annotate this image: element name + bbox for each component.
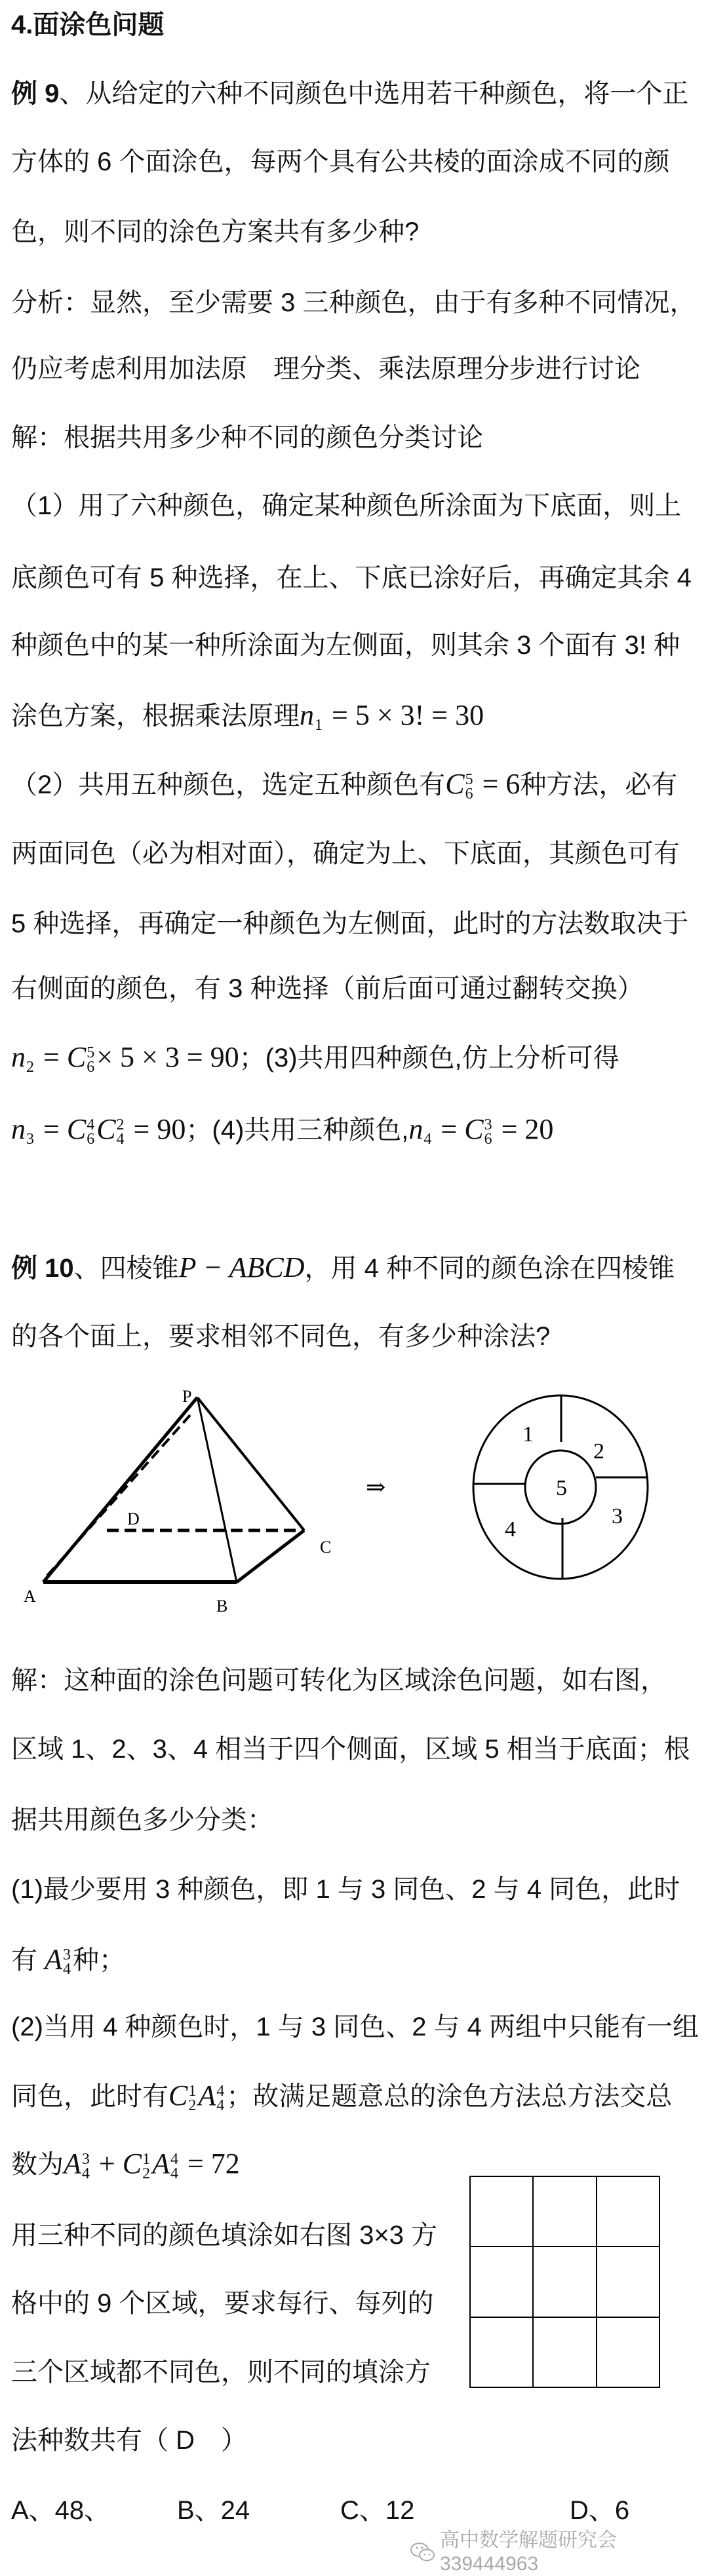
solution-line <box>11 766 677 803</box>
math-symbol <box>11 1041 36 1076</box>
text-segment: 色，则不同的涂色方案共有多少种? <box>11 218 420 246</box>
text-segment: ，用 4 种不同的颜色涂在四棱锥 <box>304 1254 675 1283</box>
text-segment: 据共用颜色多少分类： <box>11 1806 273 1834</box>
math-superscript: 4 <box>216 2082 225 2100</box>
text-segment: ；(4)共用三种颜色, <box>186 1116 409 1145</box>
solution-line <box>11 627 680 664</box>
math-scripts <box>170 2152 178 2181</box>
solution-line <box>11 1802 273 1838</box>
math-superscript <box>26 1118 34 1132</box>
solution-line <box>11 1731 690 1768</box>
region-label-3: 3 <box>612 1504 623 1528</box>
text-segment: 法种数共有（ D ） <box>11 2426 247 2455</box>
math-symbol <box>66 1041 96 1076</box>
math-scripts <box>484 1118 492 1146</box>
edge-pa <box>43 1397 197 1582</box>
math-scripts <box>423 1118 431 1146</box>
math-base: C <box>96 1113 116 1145</box>
text-segment: ；(3)共用四种颜色,仿上分析可得 <box>239 1044 620 1072</box>
math-subscript: 6 <box>87 1058 95 1076</box>
solution-line <box>11 1871 680 1908</box>
text-segment: 涂色方案，根据乘法原理 <box>11 702 300 730</box>
math-symbol <box>123 2148 152 2180</box>
math-base: C <box>66 1041 87 1073</box>
math-text: = <box>36 1041 67 1073</box>
solution-line <box>11 487 681 524</box>
math-symbol <box>64 2148 92 2180</box>
math-superscript: 3 <box>484 1116 492 1133</box>
example-label: 例 10 <box>11 1254 74 1283</box>
math-symbol <box>11 1113 36 1148</box>
math-subscript: 6 <box>484 1130 492 1148</box>
math-base: C <box>122 2148 142 2180</box>
label-c: C <box>320 1538 332 1557</box>
example-9-line <box>11 214 419 250</box>
solution-line <box>11 2077 672 2114</box>
edge-pd-dashed <box>47 1415 190 1576</box>
math-subscript: 4 <box>216 2096 225 2114</box>
math-superscript: 3 <box>63 1946 71 1963</box>
text-segment: 的各个面上，要求相邻不同色，有多少种涂法? <box>11 1322 551 1351</box>
text-segment: 数为 <box>11 2150 64 2179</box>
math-scripts <box>188 2084 196 2113</box>
region-label-4: 4 <box>505 1517 516 1542</box>
analysis-line <box>11 350 640 387</box>
math-scripts <box>87 1118 94 1146</box>
math-scripts <box>63 1948 71 1977</box>
edge-pb <box>197 1397 237 1582</box>
text-segment: 底颜色可有 5 种选择，在上、下底已涂好后，再确定其余 4 <box>11 563 692 592</box>
figure-pyramid-to-regions <box>0 1382 708 1616</box>
example-9-line <box>11 143 669 180</box>
math-symbol <box>66 1113 96 1148</box>
text-segment: （1）用了六种颜色，确定某种颜色所涂面为下底面，则上 <box>11 491 682 520</box>
option-d: D、6 <box>570 2496 630 2525</box>
question-line <box>11 2422 247 2459</box>
math-text: + <box>91 2148 123 2180</box>
text-segment: 、从给定的六种不同颜色中选用若干种颜色，将一个正 <box>59 79 689 108</box>
math-symbol <box>45 1943 73 1978</box>
math-scripts <box>26 1046 34 1074</box>
math-subscript: 4 <box>81 2165 90 2182</box>
text-segment: 分析：显然，至少需要 3 三种颜色，由于有多种不同情况， <box>11 288 696 317</box>
edge-bc <box>237 1530 304 1582</box>
solution-line <box>11 970 643 1007</box>
region-label-2: 2 <box>593 1439 604 1464</box>
math-symbol <box>464 1113 494 1148</box>
math-subscript: 2 <box>188 2096 197 2114</box>
math-subscript: 2 <box>142 2165 151 2182</box>
math-superscript <box>26 1046 34 1060</box>
option-b: B、24 <box>177 2496 250 2525</box>
example-label: 例 9 <box>11 79 60 108</box>
solution-line <box>11 2009 699 2045</box>
math-expression: P − ABCD <box>178 1251 305 1283</box>
solution-line <box>11 835 680 872</box>
math-scripts <box>117 1118 125 1146</box>
math-symbol <box>168 2079 198 2112</box>
math-scripts <box>26 1118 34 1146</box>
label-d: D <box>127 1509 140 1528</box>
text-segment: 用三种不同的颜色填涂如右图 3×3 方 <box>11 2221 438 2250</box>
text-segment: 同色，此时有 <box>11 2082 168 2111</box>
text-segment: 种方法，必有 <box>520 770 678 799</box>
solution-line <box>11 2146 240 2182</box>
label-b: B <box>216 1597 228 1616</box>
math-subscript: 2 <box>26 1058 34 1076</box>
math-text: = <box>36 1113 67 1145</box>
math-text: = 5 × 3! = 30 <box>324 699 484 731</box>
text-segment: 、四棱锥 <box>73 1254 179 1283</box>
math-text: = 20 <box>494 1113 554 1145</box>
math-subscript: 4 <box>423 1130 432 1148</box>
region-label-5: 5 <box>556 1476 567 1500</box>
math-scripts <box>82 2152 90 2181</box>
math-superscript: 5 <box>87 1044 95 1061</box>
solution-line <box>11 1941 125 1978</box>
math-base: C <box>168 2079 188 2112</box>
math-base: C <box>464 1113 484 1145</box>
text-segment: (2)当用 4 种颜色时，1 与 3 同色、2 与 4 两组中只能有一组 <box>11 2013 699 2041</box>
text-segment: 种颜色中的某一种所涂面为左侧面，则其余 3 个面有 3! 种 <box>11 631 680 660</box>
math-symbol <box>300 699 324 734</box>
watermark <box>410 2529 708 2576</box>
example-10-line <box>11 1318 550 1355</box>
math-text: = 6 <box>475 768 521 800</box>
math-superscript: 4 <box>87 1116 95 1133</box>
text-segment: （2）共用五种颜色，选定五种颜色有 <box>11 770 446 799</box>
option-c: C、12 <box>340 2496 415 2525</box>
text-segment: 三个区域都不同色，则不同的填涂方 <box>11 2358 431 2387</box>
math-base: n <box>408 1113 423 1145</box>
math-scripts <box>87 1046 94 1074</box>
math-base: C <box>66 1113 87 1145</box>
edge-pc <box>197 1397 304 1530</box>
math-subscript: 4 <box>63 1960 71 1978</box>
math-subscript: 6 <box>87 1130 95 1148</box>
text-segment: 右侧面的颜色，有 3 种选择（前后面可通过翻转交换） <box>11 974 644 1003</box>
math-subscript: 1 <box>315 716 323 734</box>
implies-arrow-icon: ⇒ <box>366 1474 386 1500</box>
math-base: n <box>300 699 314 731</box>
text-segment: 方体的 6 个面涂色，每两个具有公共棱的面涂成不同的颜 <box>11 147 670 176</box>
math-superscript <box>423 1118 431 1132</box>
solution-line <box>11 1662 667 1699</box>
text-segment: 有 <box>11 1946 45 1975</box>
formula-line <box>11 1039 620 1076</box>
watermark-text: 高中数学解题研究会339444963 <box>440 2529 617 2575</box>
math-base: A <box>64 2148 81 2180</box>
solution-line <box>11 559 692 596</box>
formula-line <box>11 1111 553 1148</box>
solution-line <box>11 905 688 942</box>
math-base: A <box>45 1943 63 1975</box>
solution-line <box>11 419 483 456</box>
math-symbol <box>198 2079 226 2112</box>
math-subscript: 4 <box>116 1130 125 1148</box>
text-segment: 解：根据共用多少种不同的颜色分类讨论 <box>11 423 483 452</box>
text-segment: 种； <box>73 1946 126 1975</box>
option-a: A、48、 <box>11 2496 111 2525</box>
example-10-line <box>11 1249 675 1286</box>
math-subscript: 6 <box>465 785 473 803</box>
math-superscript: 5 <box>465 770 473 788</box>
math-base: A <box>152 2148 170 2180</box>
section-title: 4.面涂色问题 <box>11 10 165 39</box>
math-superscript: 1 <box>142 2150 151 2168</box>
math-scripts <box>315 704 323 732</box>
text-segment: (1)最少要用 3 种颜色，即 1 与 3 同色、2 与 4 同色，此时 <box>11 1875 680 1904</box>
math-text: × 5 × 3 = 90 <box>96 1041 239 1073</box>
label-p: P <box>182 1387 192 1406</box>
question-line <box>11 2285 433 2322</box>
math-subscript: 4 <box>170 2165 178 2182</box>
text-segment: 两面同色（必为相对面），确定为上、下底面，其颜色可有 <box>11 839 680 868</box>
math-text: = <box>433 1113 465 1145</box>
text-segment: 区域 1、2、3、4 相当于四个侧面，区域 5 相当于底面；根 <box>11 1735 690 1764</box>
math-base: C <box>445 768 465 800</box>
math-symbol <box>152 2148 180 2180</box>
region-label-1: 1 <box>522 1422 534 1447</box>
math-superscript: 4 <box>170 2150 178 2168</box>
analysis-line <box>11 284 696 321</box>
grid-3x3-figure <box>469 2175 661 2389</box>
text-segment: 仍应考虑利用加法原 理分类、乘法原理分步进行讨论 <box>11 354 640 383</box>
math-symbol <box>408 1113 433 1148</box>
question-line <box>11 2354 431 2391</box>
math-base: n <box>11 1041 26 1073</box>
pyramid-diagram <box>43 1397 304 1582</box>
math-base: A <box>198 2079 216 2112</box>
wechat-icon <box>410 2541 436 2564</box>
math-superscript: 2 <box>116 1116 125 1133</box>
math-text: = 72 <box>180 2148 240 2180</box>
math-symbol <box>96 1113 126 1148</box>
text-segment: 5 种选择，再确定一种颜色为左侧面，此时的方法数取决于 <box>11 909 689 938</box>
solution-line <box>11 697 484 734</box>
math-scripts <box>216 2084 224 2113</box>
text-segment: ；故满足题意总的涂色方法总方法交总 <box>226 2082 673 2111</box>
math-subscript: 3 <box>26 1130 34 1148</box>
text-segment: 解：这种面的涂色问题可转化为区域涂色问题，如右图， <box>11 1666 667 1695</box>
math-superscript: 3 <box>81 2150 90 2168</box>
question-line <box>11 2217 437 2254</box>
label-a: A <box>24 1587 36 1606</box>
math-base: n <box>11 1113 26 1145</box>
math-scripts <box>142 2152 150 2181</box>
math-superscript <box>315 704 323 718</box>
example-9-line <box>11 75 688 112</box>
text-segment: 格中的 9 个区域，要求每行、每列的 <box>11 2289 434 2318</box>
math-text: = 90 <box>126 1113 186 1145</box>
math-superscript: 1 <box>188 2082 197 2100</box>
math-scripts <box>465 772 473 801</box>
math-symbol <box>445 768 475 803</box>
